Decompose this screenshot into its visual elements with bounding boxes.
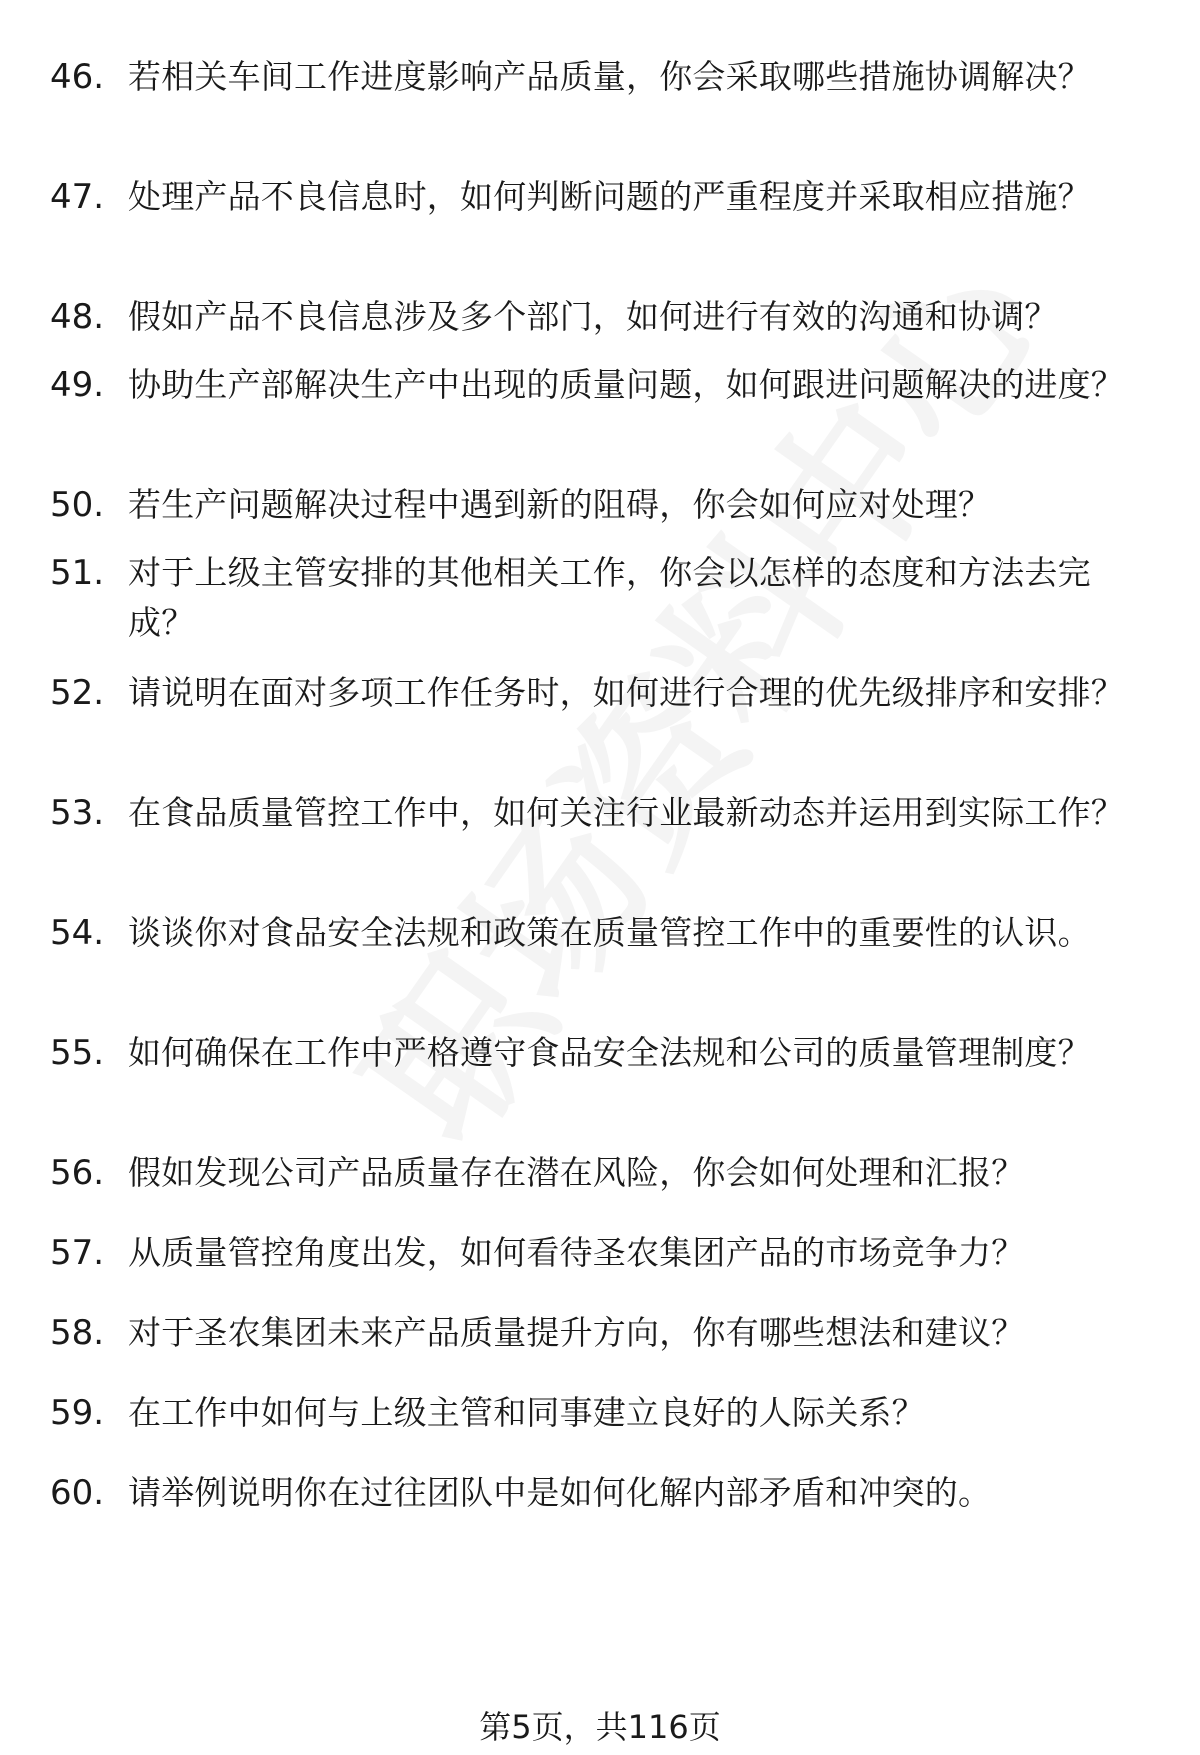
question-number: 51. [50, 553, 105, 593]
question-text: 若相关车间工作进度影响产品质量，你会采取哪些措施协调解决？ [128, 57, 1091, 96]
question-text: 若生产问题解决过程中遇到新的阻碍，你会如何应对处理？ [128, 485, 992, 524]
question-number: 52. [50, 673, 105, 713]
question-text: 在食品质量管控工作中，如何关注行业最新动态并运用到实际工作？ [128, 793, 1124, 832]
question-number: 58. [50, 1313, 105, 1353]
question-number: 47. [50, 177, 105, 217]
question-number: 57. [50, 1233, 105, 1273]
question-text: 在工作中如何与上级主管和同事建立良好的人际关系？ [128, 1393, 925, 1432]
question-text: 对于上级主管安排的其他相关工作，你会以怎样的态度和方法去完成？ [128, 553, 1091, 642]
question-text: 从质量管控角度出发，如何看待圣农集团产品的市场竞争力？ [128, 1233, 1025, 1272]
question-text: 处理产品不良信息时，如何判断问题的严重程度并采取相应措施？ [128, 177, 1091, 216]
question-text: 假如发现公司产品质量存在潜在风险，你会如何处理和汇报？ [128, 1153, 1025, 1192]
question-text: 谈谈你对食品安全法规和政策在质量管控工作中的重要性的认识。 [128, 913, 1091, 952]
question-number: 48. [50, 297, 105, 337]
question-number: 53. [50, 793, 105, 833]
question-text: 协助生产部解决生产中出现的质量问题，如何跟进问题解决的进度？ [128, 365, 1124, 404]
question-number: 59. [50, 1393, 105, 1433]
question-text: 请举例说明你在过往团队中是如何化解内部矛盾和冲突的。 [128, 1473, 992, 1512]
question-number: 46. [50, 57, 105, 97]
question-number: 54. [50, 913, 105, 953]
question-number: 60. [50, 1473, 105, 1513]
question-text: 如何确保在工作中严格遵守食品安全法规和公司的质量管理制度？ [128, 1033, 1091, 1072]
page-footer: 第5页，共116页 [479, 1708, 721, 1746]
question-text: 假如产品不良信息涉及多个部门，如何进行有效的沟通和协调？ [128, 297, 1058, 336]
question-number: 56. [50, 1153, 105, 1193]
question-number: 55. [50, 1033, 105, 1073]
question-text: 请说明在面对多项工作任务时，如何进行合理的优先级排序和安排？ [128, 673, 1124, 712]
question-text: 对于圣农集团未来产品质量提升方向，你有哪些想法和建议？ [128, 1313, 1025, 1352]
question-number: 49. [50, 365, 105, 405]
question-number: 50. [50, 485, 105, 525]
